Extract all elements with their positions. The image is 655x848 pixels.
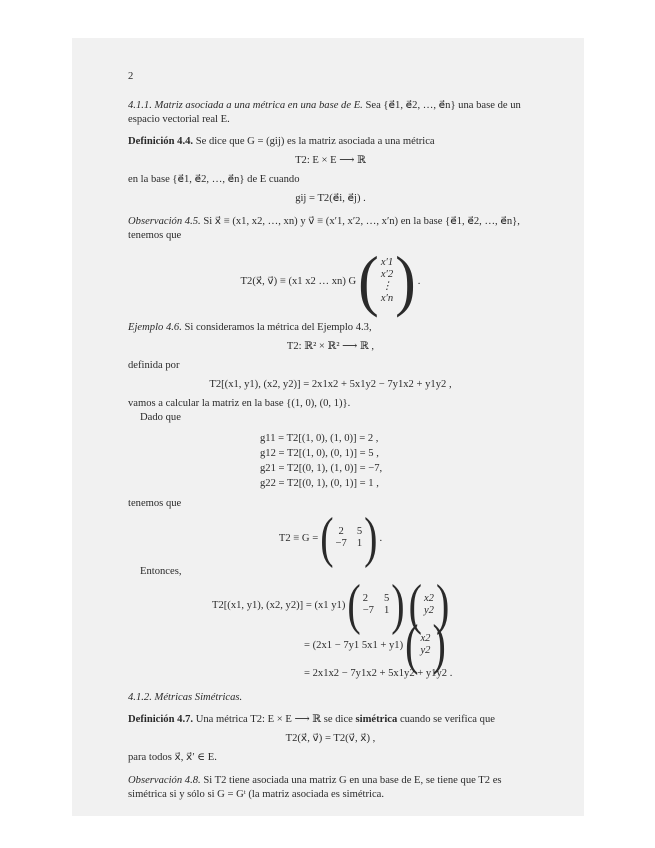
equation-map-r2: T2: ℝ² × ℝ² ⟶ ℝ , [286, 341, 375, 352]
definition-keyword: simétrica [355, 714, 398, 725]
column-vector [420, 633, 430, 657]
g-line: g12 = T2[(1, 0), (0, 1)] = 5 , [260, 448, 379, 459]
matrix-entry: −7 [362, 605, 374, 616]
definition-text: Una métrica T2: E × E ⟶ ℝ se dice [195, 714, 353, 725]
subsection-4-1-1 [128, 99, 533, 127]
left-paren: ( [320, 505, 334, 569]
definition-4-7 [128, 713, 533, 727]
vector-entry: y2 [423, 605, 434, 616]
definition-4-4 [128, 135, 533, 149]
g-line: g22 = T2[(0, 1), (0, 1)] = 1 , [260, 478, 379, 489]
page-number: 2 [128, 71, 134, 82]
g-equations [260, 431, 533, 491]
example-text: Si consideramos la métrica del Ejemplo 4.3, [184, 322, 372, 333]
vector-entry: x′1 [380, 257, 394, 268]
left-paren: ( [358, 243, 379, 319]
matrix-entry: −7 [335, 538, 347, 549]
equation-end: . [379, 532, 383, 544]
definition-text-2: para todos x⃗, x⃗′ ∈ E. [128, 752, 217, 763]
vector-entry: x′n [380, 293, 394, 304]
matrix-2x2 [336, 526, 363, 550]
g-line: g11 = T2[(1, 0), (1, 0)] = 2 , [260, 433, 379, 444]
example-text-2: definida por [128, 360, 180, 371]
definition-text-b: cuando se verifica que [399, 714, 495, 725]
observation-text: Si T2 tiene asociada una matriz G en una base de E, se tiene que T2 es simétrica si y sólo si G = Gᵗ (la matriz asociada es simétrica. [128, 775, 502, 800]
subsection-title: Matriz asociada a una métrica en una base de E. [154, 100, 363, 111]
observation-4-8 [128, 774, 533, 802]
example-text-3: vamos a calcular la matriz en la base {(1, 0), (0, 1)}. [128, 398, 351, 409]
subsection-title: Métricas Simétricas. [154, 692, 243, 703]
definition-label: Definición 4.7. [128, 714, 194, 725]
definition-text: Se dice que G = (gij) es la matriz asociada a una métrica [195, 136, 435, 147]
example-label: Ejemplo 4.6. [128, 322, 182, 333]
equation-lhs: T2(x⃗, v⃗) ≡ (x1 x2 … xn) G [240, 275, 357, 287]
equation-gij: gij = T2(e⃗i, e⃗j) . [295, 193, 366, 204]
equation-symmetry: T2(x⃗, v⃗) = T2(v⃗, x⃗) , [285, 733, 376, 744]
subsection-number: 4.1.1. [128, 100, 152, 111]
vector-entry: x′2 [380, 269, 394, 280]
equation-end: . [417, 275, 421, 287]
vector-entry: y2 [420, 645, 431, 656]
subsection-text: Sea {e⃗1, e⃗2, …, e⃗n} una base de un espacio vectorial real E. [128, 100, 521, 125]
observation-4-5 [128, 215, 533, 243]
matrix-entry: 5 [356, 526, 363, 537]
matrix-entry: 5 [383, 593, 390, 604]
equation-map: T2: E × E ⟶ ℝ [295, 155, 366, 166]
page-content [128, 70, 533, 802]
matrix-entry: 2 [338, 526, 344, 537]
left-paren: ( [408, 572, 422, 636]
observation-label: Observación 4.8. [128, 775, 201, 786]
matrix-entry: 1 [356, 538, 363, 549]
left-paren: ( [347, 572, 361, 636]
vector-entry: x2 [420, 633, 431, 644]
equation-matrix-G [128, 505, 533, 569]
definition-label: Definición 4.4. [128, 136, 194, 147]
matrix-2x2 [363, 593, 390, 617]
right-paren: ) [364, 505, 378, 569]
observation-label: Observación 4.5. [128, 216, 201, 227]
equation-definition: T2[(x1, y1), (x2, y2)] = 2x1x2 + 5x1y2 − 7y1x2 + y1y2 , [209, 379, 452, 390]
column-vector [381, 257, 393, 305]
example-text-4: Dado que [140, 412, 181, 423]
calculation-block [212, 572, 533, 682]
matrix-entry: 2 [362, 593, 368, 604]
observation-text: Si x⃗ ≡ (x1, x2, …, xn) y v⃗ ≡ (x′1, x′2, …, x′n) en la base {e⃗1, e⃗2, …, e⃗n}, tenemos que [128, 216, 520, 241]
matrix-entry: 1 [383, 605, 390, 616]
g-line: g21 = T2[(0, 1), (1, 0)] = −7, [260, 463, 383, 474]
right-paren: ) [432, 612, 446, 676]
calc-step: = (2x1 − 7y1 5x1 + y1) [304, 639, 404, 651]
subsection-4-1-2 [128, 691, 533, 705]
equation-lhs: T2 ≡ G = [278, 532, 319, 544]
subsection-number: 4.1.2. [128, 692, 152, 703]
right-paren: ) [391, 572, 405, 636]
example-text-5: tenemos que [128, 498, 182, 509]
calc-lhs: T2[(x1, y1), (x2, y2)] = (x1 y1) [212, 599, 346, 611]
right-paren: ) [395, 243, 416, 319]
equation-bilinear-form [128, 243, 533, 319]
vector-entry: x2 [423, 593, 434, 604]
right-paren: ) [435, 572, 450, 636]
left-paren: ( [405, 612, 419, 676]
example-4-6 [128, 321, 533, 335]
definition-text-2: en la base {e⃗1, e⃗2, …, e⃗n} de E cuando [128, 174, 300, 185]
example-text-6: Entonces, [140, 566, 182, 577]
calc-line-3: = 2x1x2 − 7y1x2 + 5x1y2 + y1y2 . [304, 668, 453, 679]
vector-entry: ⋮ [381, 281, 393, 292]
